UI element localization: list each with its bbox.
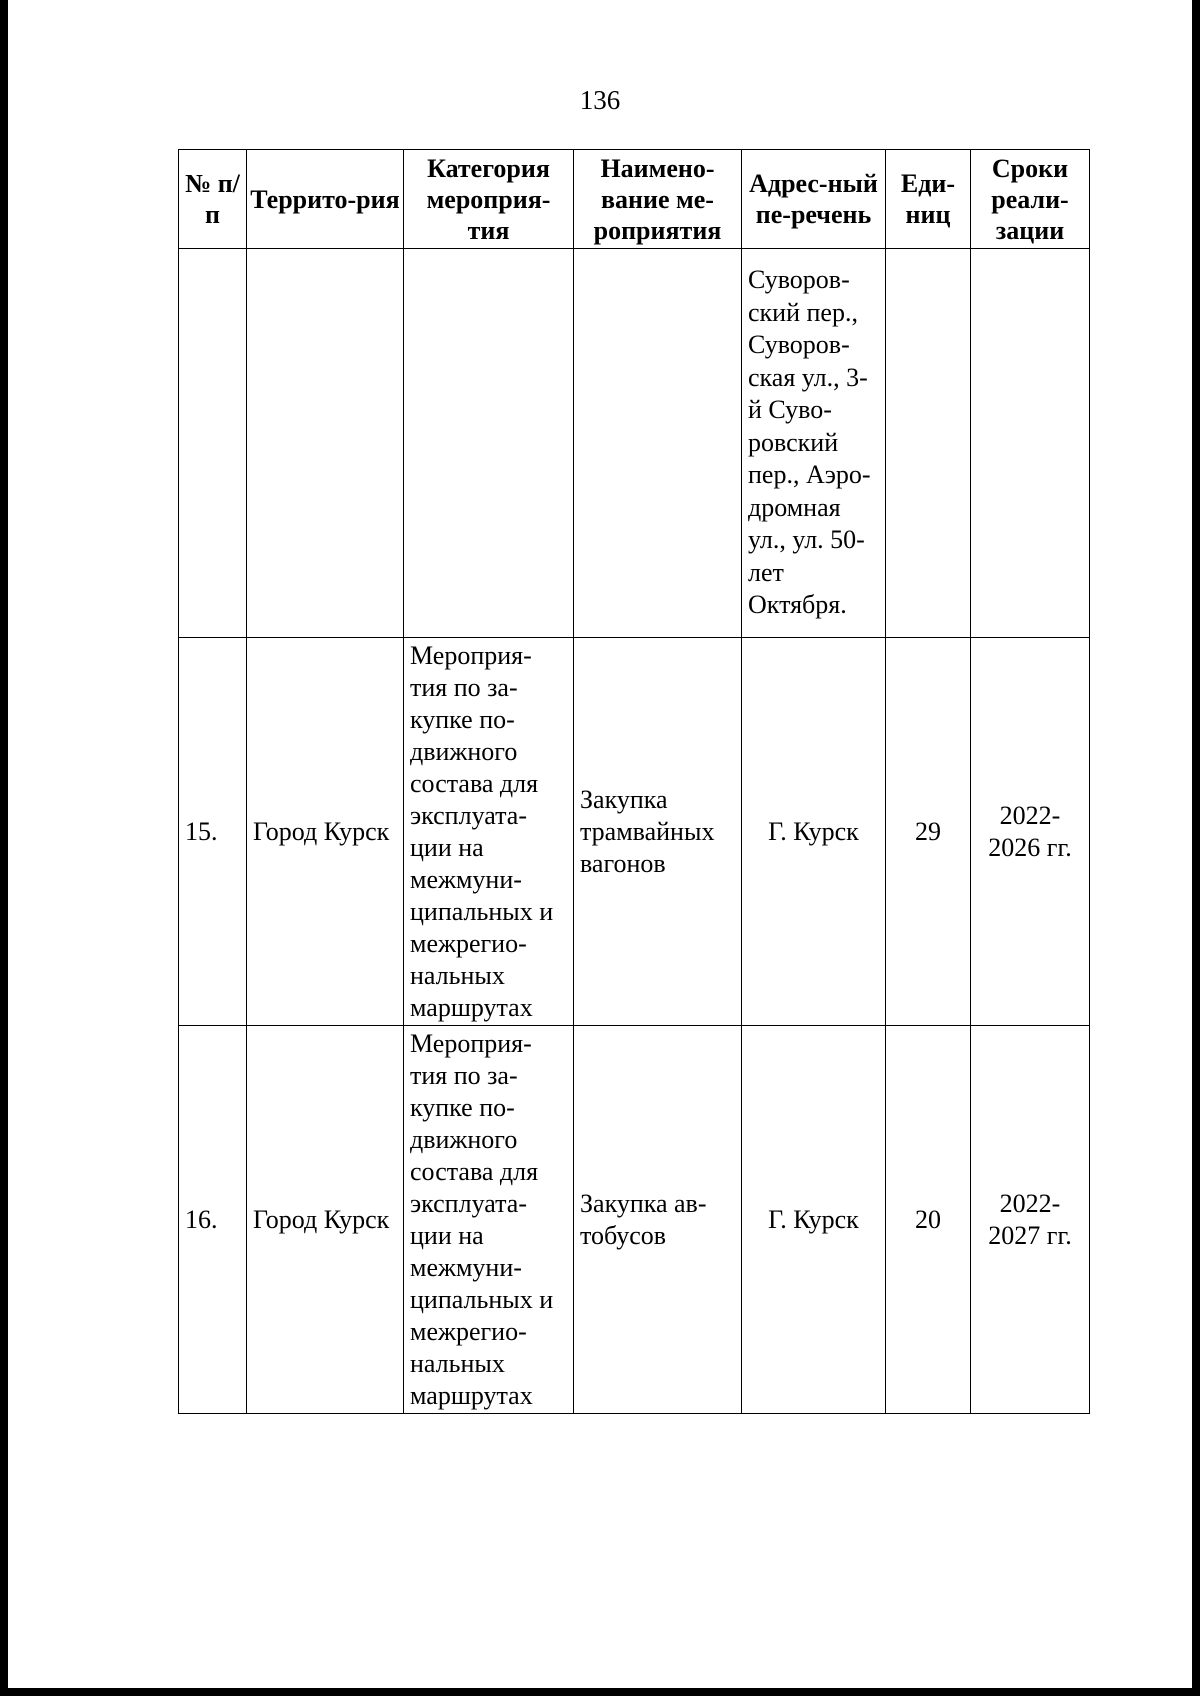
header-category: Категория мероприя-тия [404, 150, 574, 249]
cell-empty [247, 249, 404, 638]
cell-name: Закупка трамвайных вагонов [574, 638, 742, 1026]
table-row-continuation [179, 249, 1090, 638]
header-address: Адрес-ный пе-речень [742, 150, 886, 249]
cell-empty [574, 249, 742, 638]
cell-empty [179, 249, 247, 638]
page-number: 136 [579, 85, 621, 115]
cell-name: Закупка ав-тобусов [574, 1026, 742, 1414]
header-number: № п/п [179, 150, 247, 249]
cell-empty [971, 249, 1090, 638]
cell-empty [886, 249, 971, 638]
table-header-row [179, 150, 1090, 249]
cell-empty [404, 249, 574, 638]
header-name: Наимено-вание ме-роприятия [574, 150, 742, 249]
table-row [179, 638, 1090, 1026]
cell-address: Суворов-ский пер., Суворов-ская ул., 3-й Суво-ровский пер., Аэро-дромная ул., ул. 50-лет Октября. [742, 249, 886, 638]
cell-number: 16. [179, 1026, 247, 1414]
cell-territory: Город Курск [247, 638, 404, 1026]
cell-units: 29 [886, 638, 971, 1026]
document-page [8, 0, 1192, 1688]
measures-table [178, 149, 1090, 1414]
header-territory: Террито-рия [247, 150, 404, 249]
cell-period: 2022-2027 гг. [971, 1026, 1090, 1414]
table-row [179, 1026, 1090, 1414]
header-units: Еди-ниц [886, 150, 971, 249]
cell-category: Мероприя-тия по за-купке по-движного состава для эксплуата-ции на межмуни-ципальных и межрегио-нальных маршрутах [404, 638, 574, 1026]
header-period: Сроки реали-зации [971, 150, 1090, 249]
cell-units: 20 [886, 1026, 971, 1414]
cell-territory: Город Курск [247, 1026, 404, 1414]
cell-period: 2022-2026 гг. [971, 638, 1090, 1026]
cell-address: Г. Курск [742, 638, 886, 1026]
cell-number: 15. [179, 638, 247, 1026]
cell-category: Мероприя-тия по за-купке по-движного состава для эксплуата-ции на межмуни-ципальных и межрегио-нальных маршрутах [404, 1026, 574, 1414]
cell-address: Г. Курск [742, 1026, 886, 1414]
